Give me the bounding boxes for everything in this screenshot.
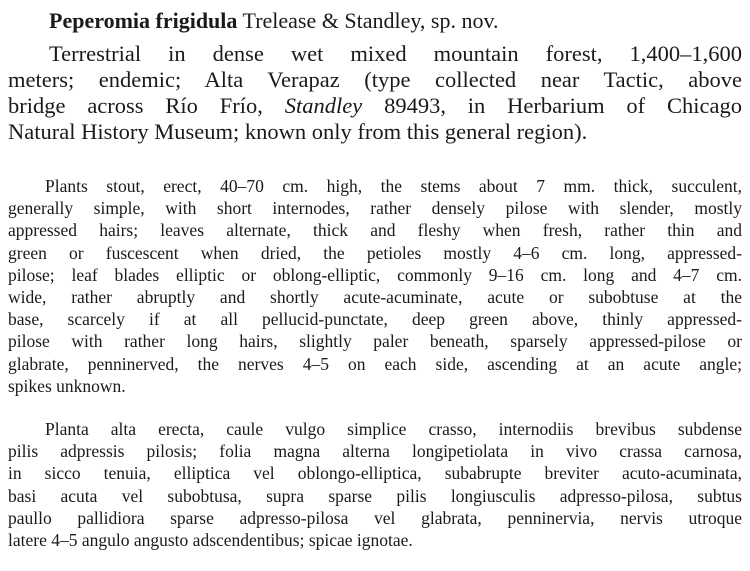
description-line: spikes unknown. <box>8 375 126 396</box>
habitat-line <box>8 93 742 119</box>
habitat-line: Natural History Museum; known only from this general region). <box>8 119 588 144</box>
description-paragraph <box>8 175 742 397</box>
latin-line: latere 4–5 angulo angusto adscendentibus; spicae ignotae. <box>8 530 413 551</box>
description-line: base, scarcely if at all pellucid-punctate, deep green above, thinly appressed- <box>8 309 742 330</box>
description-line: glabrate, penninerved, the nerves 4–5 on each side, ascending at an acute angle; <box>8 353 742 374</box>
latin-line: pilis adpressis pilosis; folia magna alterna longipetiolata in vivo crassa carnosa, <box>8 441 742 462</box>
description-line: green or fuscescent when dried, the petioles mostly 4–6 cm. long, appressed- <box>8 242 742 263</box>
habitat-line-part: 89493, in Herbarium of Chicago <box>362 93 742 118</box>
species-heading <box>49 8 739 34</box>
habitat-line-part: bridge across Río Frío, <box>8 93 285 118</box>
habitat-line: meters; endemic; Alta Verapaz (type collected near Tactic, above <box>8 67 742 92</box>
habitat-paragraph <box>8 41 742 145</box>
habitat-line: Terrestrial in dense wet mixed mountain forest, 1,400–1,600 <box>49 41 742 66</box>
latin-line: paullo pallidiora sparse adpresso-pilosa vel glabrata, penninervia, nervis utroque <box>8 507 742 528</box>
latin-line: in sicco tenuia, elliptica vel oblongo-elliptica, subabrupte breviter acuto-acuminata, <box>8 463 742 484</box>
species-authority: Trelease & Standley, sp. nov. <box>242 8 499 33</box>
description-line: generally simple, with short internodes, rather densely pilose with slender, mostly <box>8 198 742 219</box>
description-line: wide, rather abruptly and shortly acute-acuminate, acute or subobtuse at the <box>8 287 742 308</box>
latin-line: Planta alta erecta, caule vulgo simplice crasso, internodiis brevibus subdense <box>45 419 742 439</box>
description-line: pilose with rather long hairs, slightly paler beneath, sparsely appressed-pilose or <box>8 331 742 352</box>
latin-diagnosis-paragraph <box>8 418 742 551</box>
description-line: Plants stout, erect, 40–70 cm. high, the stems about 7 mm. thick, succulent, <box>45 176 742 196</box>
description-line: appressed hairs; leaves alternate, thick and fleshy when fresh, rather thin and <box>8 220 742 241</box>
latin-line: basi acuta vel subobtusa, supra sparse pilis longiusculis adpresso-pilosa, subtus <box>8 485 742 506</box>
collector-name: Standley <box>284 93 363 118</box>
species-name: Peperomia frigidula <box>49 8 238 33</box>
description-line: pilose; leaf blades elliptic or oblong-elliptic, commonly 9–16 cm. long and 4–7 cm. <box>8 264 742 285</box>
